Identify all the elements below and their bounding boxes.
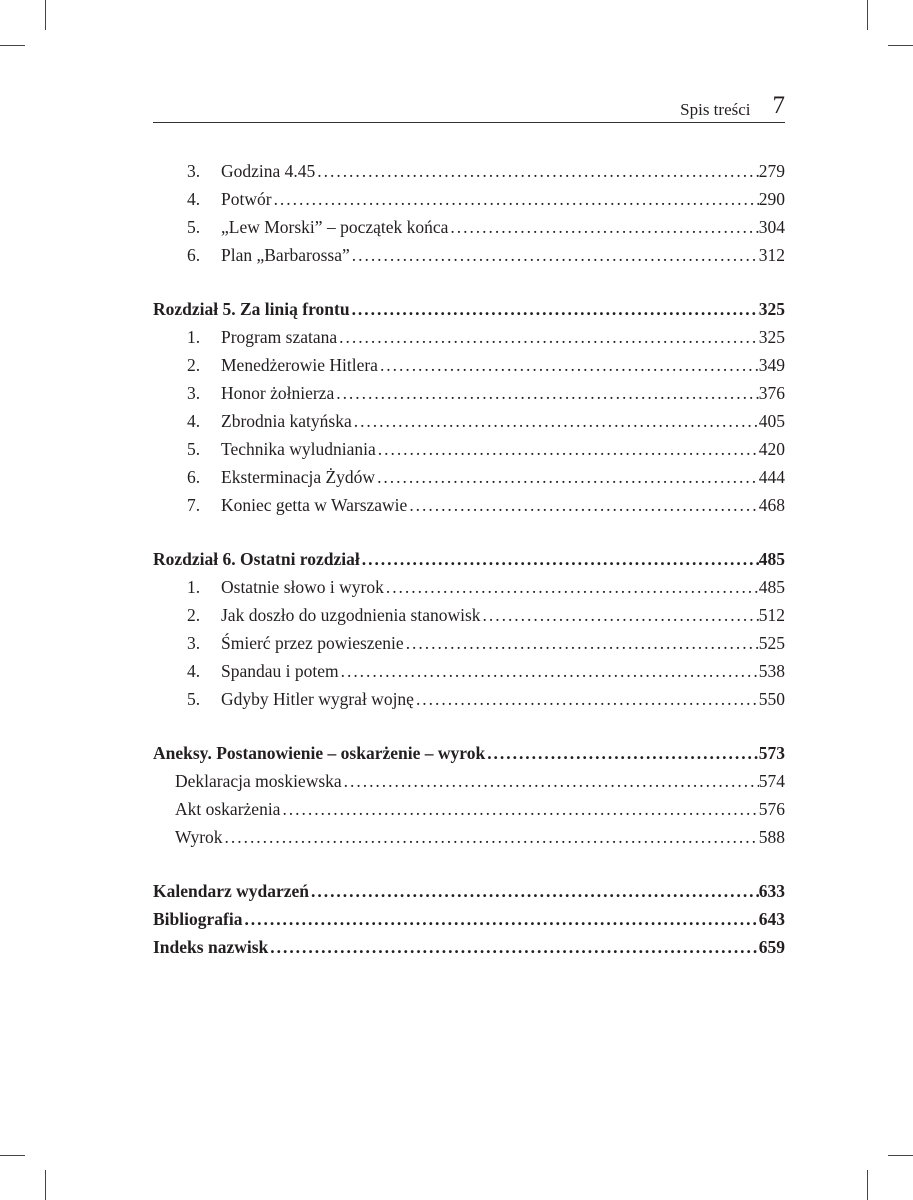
- entry-title: „Lew Morski” – początek końca: [221, 217, 449, 237]
- entry-page: 659: [758, 937, 785, 957]
- entry-page: 304: [758, 217, 785, 237]
- leader-dots: [376, 435, 759, 463]
- entry-page: 312: [758, 245, 785, 265]
- section-heading: [153, 905, 785, 933]
- chapter-heading: [153, 545, 785, 573]
- entry-title: Akt oskarżenia: [175, 799, 281, 819]
- entry-number: 3.: [187, 383, 201, 403]
- toc-entry: [153, 241, 785, 269]
- toc-entry: [153, 823, 785, 851]
- entry-title: Koniec getta w Warszawie: [221, 495, 408, 515]
- entry-title: Technika wyludniania: [221, 439, 376, 459]
- leader-dots: [268, 933, 758, 961]
- leader-dots: [350, 241, 759, 269]
- entry-number: 6.: [187, 245, 201, 265]
- entry-number: 4.: [187, 189, 201, 209]
- entry-page: 576: [758, 799, 785, 819]
- entry-title: Eksterminacja Żydów: [221, 467, 376, 487]
- toc-entry: [153, 685, 785, 713]
- entry-page: 512: [758, 605, 785, 625]
- crop-mark: [867, 1170, 868, 1200]
- crop-mark: [0, 1155, 25, 1156]
- entry-page: 290: [758, 189, 785, 209]
- entry-page: 538: [758, 661, 785, 681]
- toc-entry: [153, 657, 785, 685]
- toc-entry: [153, 573, 785, 601]
- entry-title: Plan „Barbarossa”: [221, 245, 350, 265]
- entry-page: 325: [758, 299, 785, 319]
- entry-title: Rozdział 6. Ostatni rozdział: [153, 549, 360, 569]
- entry-page: 588: [758, 827, 785, 847]
- leader-dots: [334, 379, 759, 407]
- entry-number: 1.: [187, 327, 201, 347]
- chapter-heading: [153, 295, 785, 323]
- toc-entry: [153, 213, 785, 241]
- entry-page: 550: [758, 689, 785, 709]
- entry-page: 643: [758, 909, 785, 929]
- entry-number: 3.: [187, 161, 201, 181]
- leader-dots: [350, 295, 759, 323]
- crop-mark: [867, 0, 868, 30]
- leader-dots: [337, 323, 759, 351]
- leader-dots: [360, 545, 759, 573]
- entry-number: 4.: [187, 411, 201, 431]
- entry-page: 525: [758, 633, 785, 653]
- entry-number: 3.: [187, 633, 201, 653]
- entry-page: 633: [758, 881, 785, 901]
- chapter-heading: [153, 739, 785, 767]
- leader-dots: [407, 491, 758, 519]
- entry-page: 349: [758, 355, 785, 375]
- entry-page: 574: [758, 771, 785, 791]
- leader-dots: [384, 573, 759, 601]
- entry-number: 4.: [187, 661, 201, 681]
- crop-mark: [888, 1155, 913, 1156]
- entry-number: 2.: [187, 355, 201, 375]
- toc-entry: [153, 767, 785, 795]
- toc-group: [153, 739, 785, 851]
- entry-number: 5.: [187, 217, 201, 237]
- toc-entry: [153, 157, 785, 185]
- leader-dots: [339, 657, 759, 685]
- toc-group: [153, 877, 785, 961]
- entry-title: Program szatana: [221, 327, 338, 347]
- crop-mark: [45, 0, 46, 30]
- entry-title: Honor żołnierza: [221, 383, 335, 403]
- entry-number: 6.: [187, 467, 201, 487]
- leader-dots: [342, 767, 759, 795]
- toc-entry: [153, 491, 785, 519]
- toc-group: [153, 545, 785, 713]
- entry-title: Indeks nazwisk: [153, 937, 269, 957]
- entry-title: Jak doszło do uzgodnienia stanowisk: [221, 605, 481, 625]
- toc-entry: [153, 379, 785, 407]
- entry-title: Zbrodnia katyńska: [221, 411, 352, 431]
- entry-title: Bibliografia: [153, 909, 243, 929]
- leader-dots: [481, 601, 759, 629]
- toc-entry: [153, 629, 785, 657]
- entry-page: 573: [758, 743, 785, 763]
- leader-dots: [375, 463, 759, 491]
- toc-entry: [153, 795, 785, 823]
- entry-title: Wyrok: [175, 827, 223, 847]
- crop-mark: [0, 45, 25, 46]
- entry-title: Rozdział 5. Za linią frontu: [153, 299, 350, 319]
- entry-page: 485: [758, 577, 785, 597]
- leader-dots: [414, 685, 759, 713]
- leader-dots: [272, 185, 759, 213]
- toc-entry: [153, 601, 785, 629]
- entry-title: Kalendarz wydarzeń: [153, 881, 310, 901]
- entry-title: Śmierć przez powieszenie: [221, 633, 404, 653]
- toc-group: [153, 295, 785, 519]
- crop-mark: [45, 1170, 46, 1200]
- entry-page: 444: [758, 467, 785, 487]
- entry-title: Ostatnie słowo i wyrok: [221, 577, 384, 597]
- entry-number: 7.: [187, 495, 201, 515]
- entry-number: 1.: [187, 577, 201, 597]
- leader-dots: [448, 213, 758, 241]
- entry-page: 405: [758, 411, 785, 431]
- toc-entry: [153, 323, 785, 351]
- toc-entry: [153, 407, 785, 435]
- leader-dots: [352, 407, 759, 435]
- toc-group: [153, 157, 785, 269]
- entry-title: Potwór: [221, 189, 272, 209]
- leader-dots: [309, 877, 759, 905]
- entry-title: Deklaracja moskiewska: [175, 771, 342, 791]
- table-of-contents: [153, 157, 785, 987]
- entry-number: 5.: [187, 689, 201, 709]
- entry-page: 325: [758, 327, 785, 347]
- entry-number: 2.: [187, 605, 201, 625]
- crop-mark: [888, 45, 913, 46]
- leader-dots: [223, 823, 759, 851]
- entry-title: Gdyby Hitler wygrał wojnę: [221, 689, 414, 709]
- entry-title: Spandau i potem: [221, 661, 339, 681]
- toc-entry: [153, 351, 785, 379]
- leader-dots: [404, 629, 759, 657]
- entry-number: 5.: [187, 439, 201, 459]
- entry-title: Aneksy. Postanowienie – oskarżenie – wyrok: [153, 743, 486, 763]
- toc-entry: [153, 185, 785, 213]
- leader-dots: [280, 795, 758, 823]
- section-heading: [153, 877, 785, 905]
- running-header: [153, 88, 785, 123]
- entry-title: Godzina 4.45: [221, 161, 316, 181]
- leader-dots: [378, 351, 759, 379]
- toc-entry: [153, 463, 785, 491]
- leader-dots: [315, 157, 758, 185]
- leader-dots: [485, 739, 759, 767]
- entry-page: 468: [758, 495, 785, 515]
- leader-dots: [242, 905, 758, 933]
- toc-entry: [153, 435, 785, 463]
- page-number: 7: [772, 92, 785, 119]
- entry-page: 485: [758, 549, 785, 569]
- section-title: Spis treści: [680, 100, 751, 119]
- entry-page: 279: [758, 161, 785, 181]
- section-heading: [153, 933, 785, 961]
- entry-page: 376: [758, 383, 785, 403]
- entry-page: 420: [758, 439, 785, 459]
- entry-title: Menedżerowie Hitlera: [221, 355, 378, 375]
